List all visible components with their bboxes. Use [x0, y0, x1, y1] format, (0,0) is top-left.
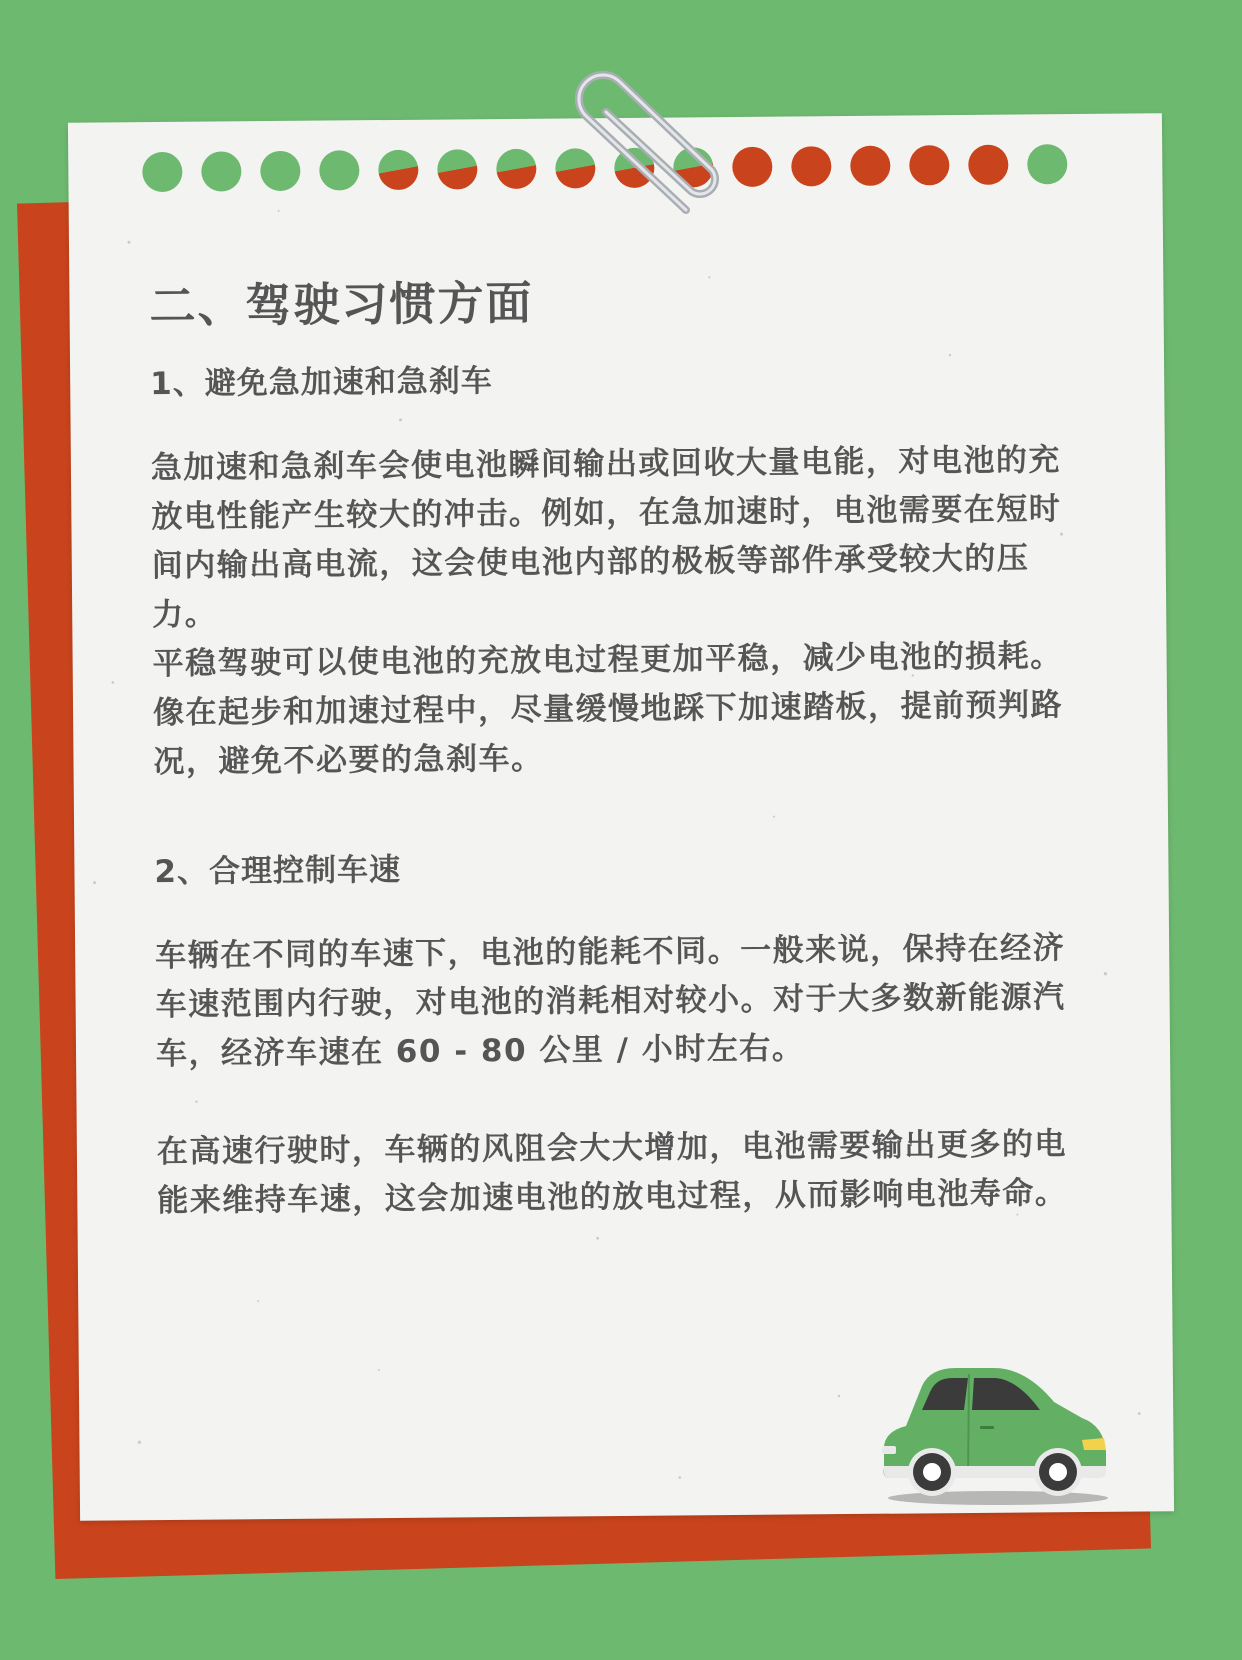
- binder-hole: [909, 145, 949, 185]
- section-2-paragraph-2: 在高速行驶时，车辆的风阻会大大增加，电池需要输出更多的电能来维持车速，这会加速电池的放电过程，从而影响电池寿命。: [156, 1126, 1068, 1220]
- section-2-paragraph-1: 车辆在不同的车速下，电池的能耗不同。一般来说，保持在经济车速范围内行驶，对电池的消耗相对较小。对于大多数新能源汽车，经济车速在 60 - 80 公里 / 小时左右。: [155, 930, 1066, 1073]
- section-heading-2: 2、合理控制车速: [154, 851, 402, 891]
- section-heading-1: 1、避免急加速和急刹车: [150, 363, 493, 403]
- binder-hole: [319, 150, 359, 190]
- car-icon: [876, 1360, 1116, 1510]
- binder-hole: [378, 150, 418, 190]
- binder-hole: [1027, 144, 1067, 184]
- section-1-paragraph-2: 平稳驾驶可以使电池的充放电过程更加平稳，减少电池的损耗。像在起步和加速过程中，尽量缓慢地踩下加速踏板，提前预判路况，避免不必要的急刹车。: [152, 638, 1064, 781]
- binder-hole: [260, 151, 300, 191]
- notepad-paper: [68, 113, 1174, 1520]
- paperclip-icon: [556, 60, 736, 230]
- binder-hole: [496, 149, 536, 189]
- binder-hole: [791, 146, 831, 186]
- binder-hole: [732, 147, 772, 187]
- binder-hole: [850, 146, 890, 186]
- binder-hole: [437, 149, 477, 189]
- binder-hole: [142, 152, 182, 192]
- section-1-paragraph-1: 急加速和急刹车会使电池瞬间输出或回收大量电能，对电池的充放电性能产生较大的冲击。例如，在急加速时，电池需要在短时间内输出高电流，这会使电池内部的极板等部件承受较大的压力。: [150, 442, 1062, 634]
- page-title: 二、驾驶习惯方面: [149, 275, 534, 334]
- binder-hole: [968, 145, 1008, 185]
- binder-hole: [201, 151, 241, 191]
